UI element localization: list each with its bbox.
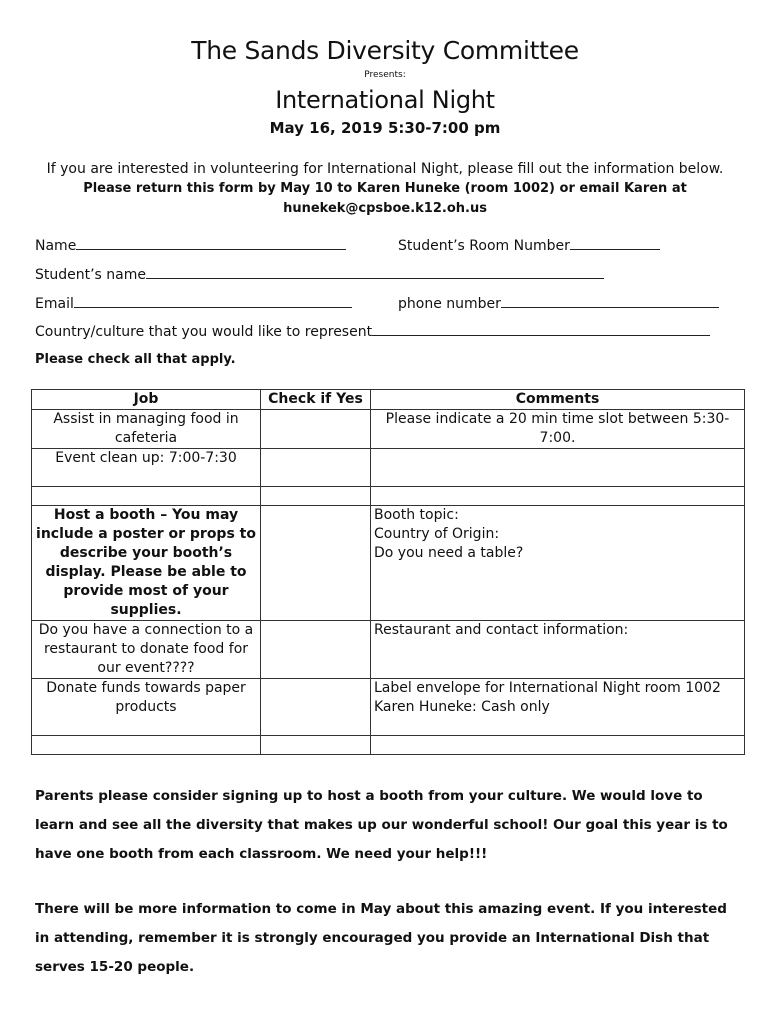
check-cell[interactable] [261,487,371,506]
check-cell[interactable] [261,410,371,449]
cash-only-label: Karen Huneke: Cash only [374,699,550,715]
room-label: Student’s Room Number [398,238,570,254]
table-row [32,679,745,736]
presents-label: Presents: [364,70,406,80]
table-row [32,449,745,487]
student-name-label: Student’s name [35,267,147,283]
header-job: Job [32,390,261,410]
need-table-label: Do you need a table? [374,545,524,561]
volunteer-table [31,389,745,755]
comment-cell[interactable] [371,449,745,487]
email-field[interactable] [35,295,352,312]
job-cell [32,736,261,755]
student-name-field[interactable] [35,266,604,283]
check-cell[interactable] [261,449,371,487]
name-field[interactable] [35,237,346,254]
email-line[interactable] [74,295,352,308]
country-line[interactable] [372,323,710,336]
table-row [32,621,745,679]
comment-cell[interactable] [371,506,745,621]
name-label: Name [35,238,77,254]
table-row [32,506,745,621]
student-name-line[interactable] [146,266,604,279]
check-cell[interactable] [261,679,371,736]
comment-cell: Please indicate a 20 min time slot between 5:30-7:00. [371,410,745,449]
country-field[interactable] [35,323,710,340]
job-cell: Assist in managing food in cafeteria [32,410,261,449]
event-date: May 16, 2019 5:30-7:00 pm [269,119,501,137]
closing-paragraph-1: Parents please consider signing up to host a booth from your culture. We would love to learn and see all the diversity that makes up our wonderful school! Our goal this year is to have one booth from each classroom. We need your help!!! [35,788,728,862]
job-cell [32,487,261,506]
phone-field[interactable] [398,295,719,312]
check-cell[interactable] [261,621,371,679]
check-all-label: Please check all that apply. [35,352,236,367]
room-field[interactable] [398,237,660,254]
room-line[interactable] [570,237,660,250]
comment-cell[interactable] [371,487,745,506]
country-label: Country/culture that you would like to represent [35,324,373,340]
closing-paragraph-2: There will be more information to come in May about this amazing event. If you interested in attending, remember it is strongly encouraged you provide an International Dish that serves 15-20 people. [35,901,727,975]
booth-topic-label: Booth topic: [374,507,459,523]
org-title: The Sands Diversity Committee [191,36,579,65]
comment-cell [371,679,745,736]
phone-line[interactable] [501,295,719,308]
phone-label: phone number [398,296,501,312]
check-cell[interactable] [261,506,371,621]
intro-text [20,159,750,219]
job-cell: Do you have a connection to a restaurant to donate food for our event???? [32,621,261,679]
envelope-label: Label envelope for International Night room 1002 [374,680,721,696]
comment-cell[interactable]: Restaurant and contact information: [371,621,745,679]
name-line[interactable] [76,237,346,250]
header-comments: Comments [371,390,745,410]
intro-line-1: If you are interested in volunteering for International Night, please fill out the information below. [46,161,724,177]
table-header-row [32,390,745,410]
event-title: International Night [275,86,495,114]
comment-cell[interactable] [371,736,745,755]
job-cell: Donate funds towards paper products [32,679,261,736]
job-cell: Host a booth – You may include a poster or props to describe your booth’s display. Please be able to provide most of your supplies. [32,506,261,621]
intro-line-2: Please return this form by May 10 to Karen Huneke (room 1002) or email Karen at [83,181,687,196]
table-row [32,410,745,449]
email-label: Email [35,296,74,312]
header-check: Check if Yes [261,390,371,410]
job-cell: Event clean up: 7:00-7:30 [32,449,261,487]
country-of-origin-label: Country of Origin: [374,526,500,542]
table-row [32,487,745,506]
table-row [32,736,745,755]
check-cell[interactable] [261,736,371,755]
intro-line-3: hunekek@cpsboe.k12.oh.us [283,201,487,216]
